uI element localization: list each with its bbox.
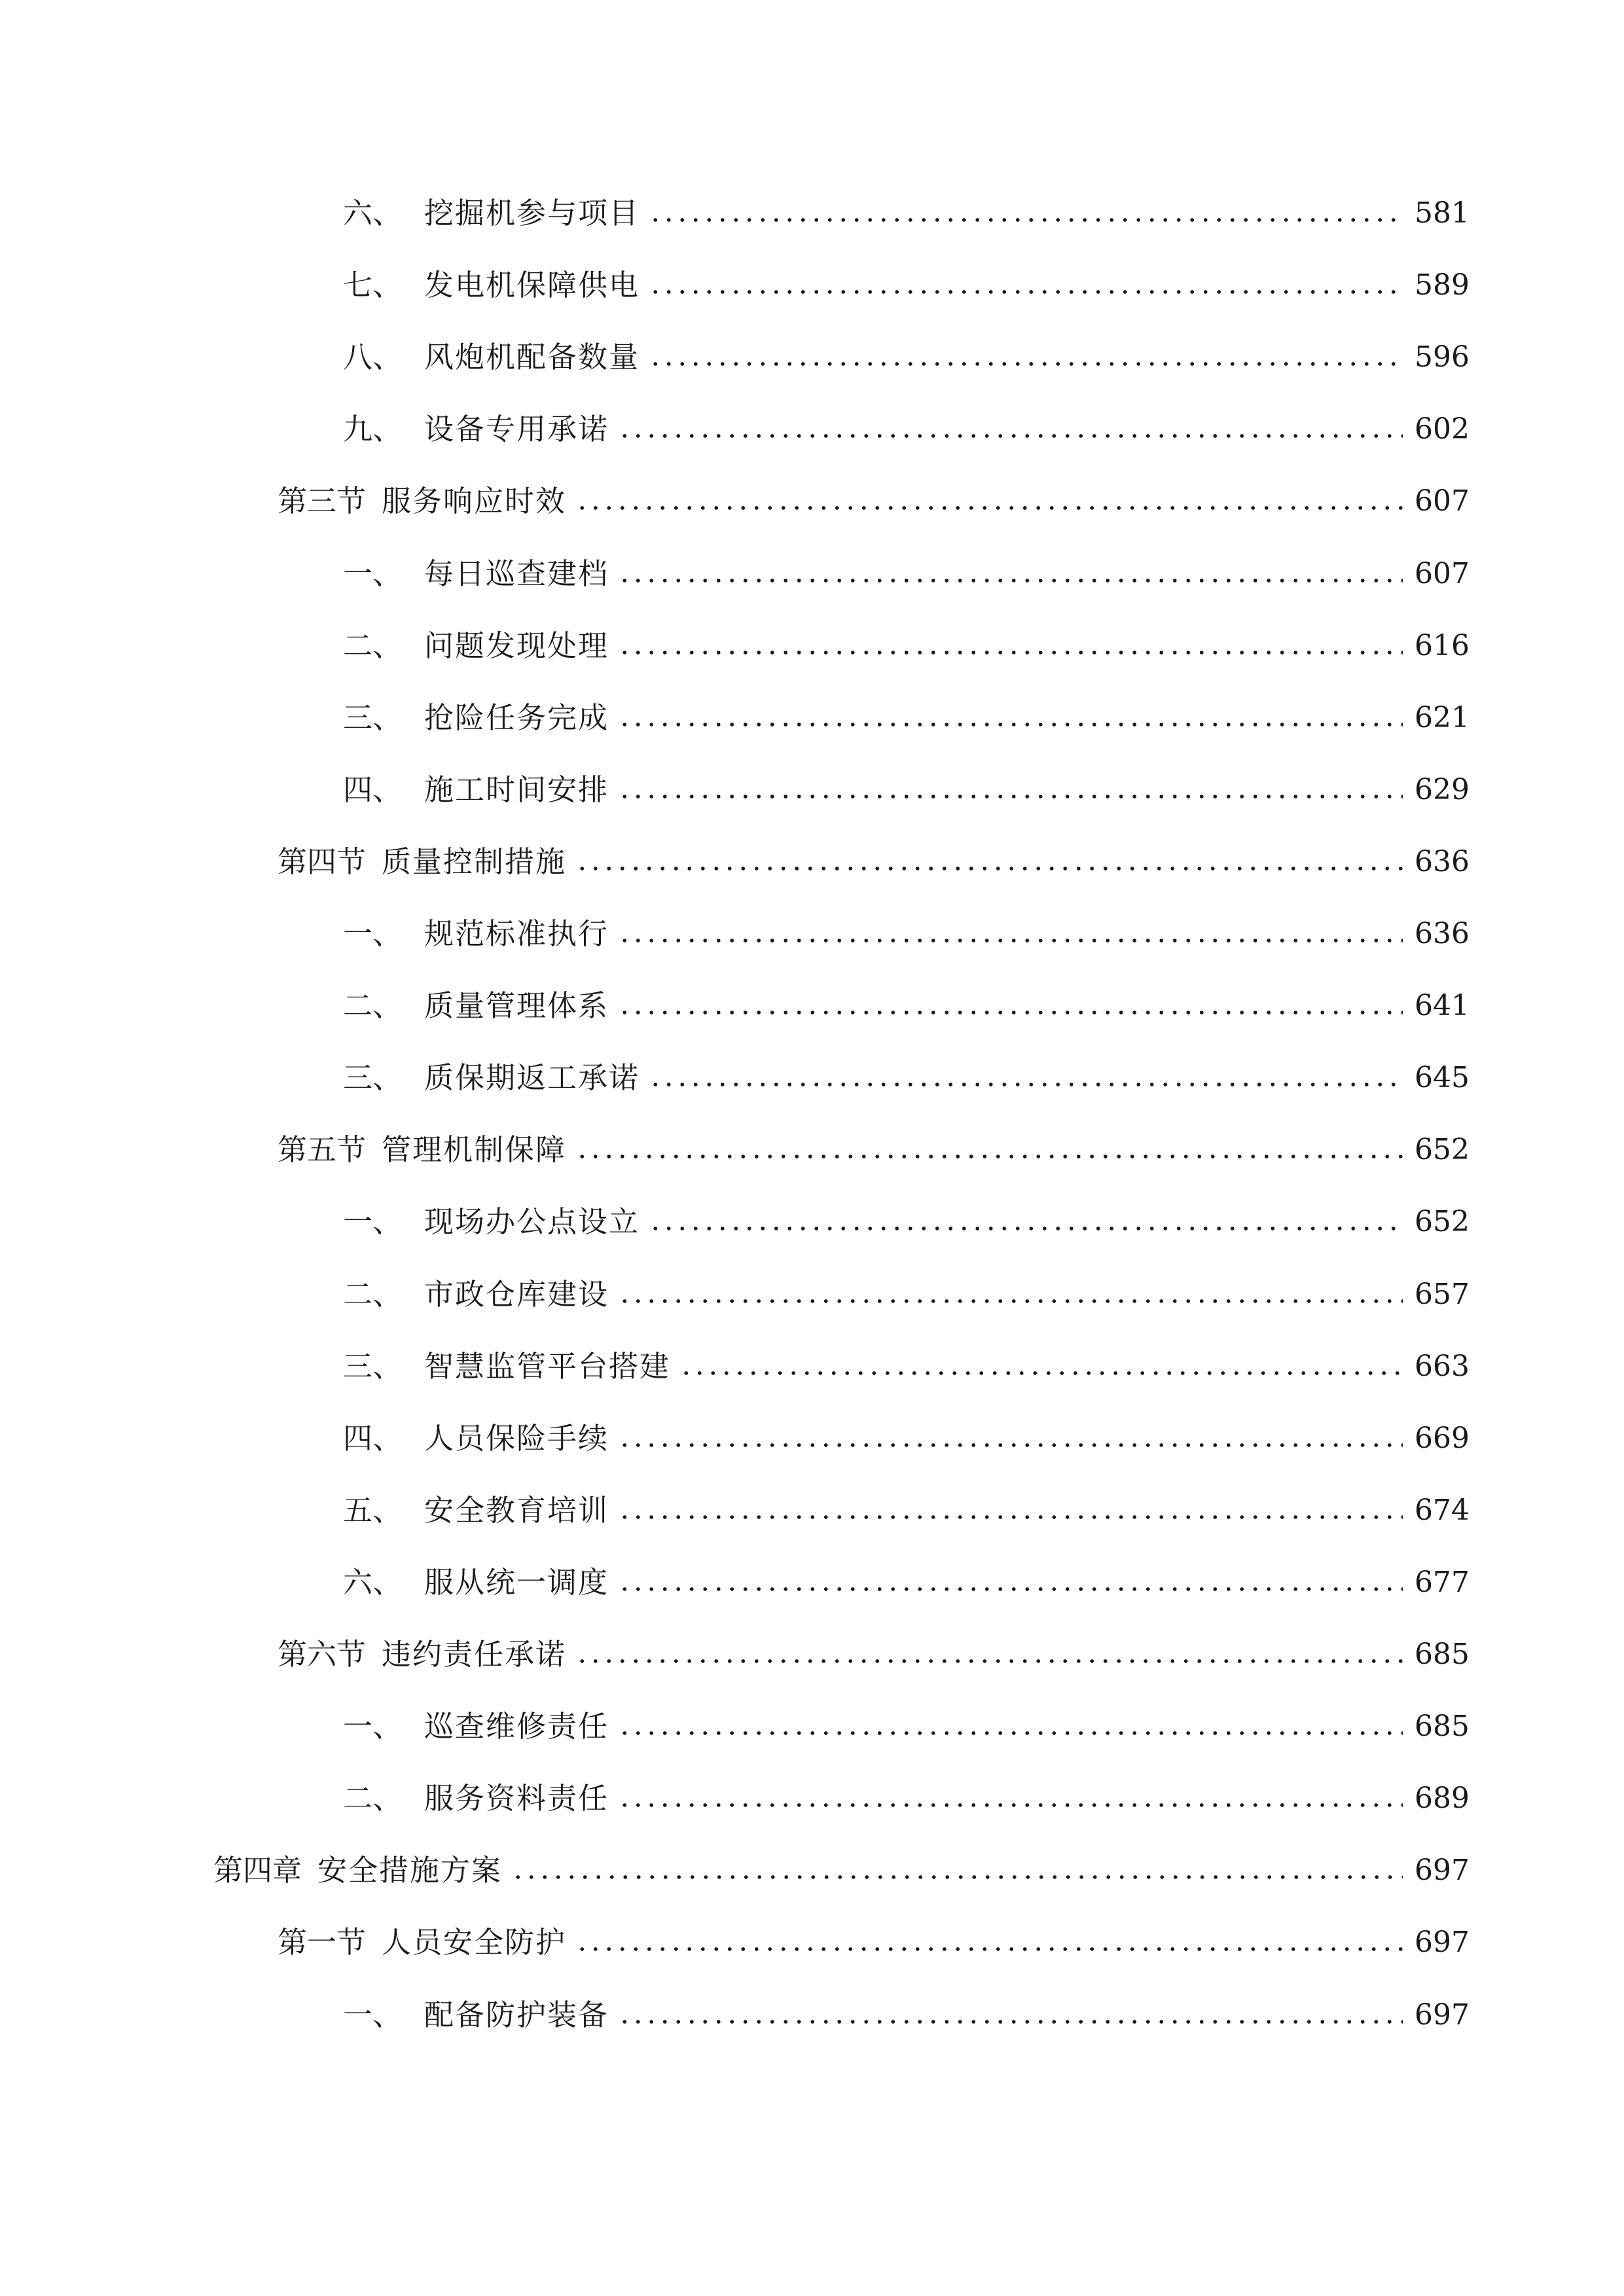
toc-entry[interactable]	[343, 622, 1470, 670]
toc-entry-title: 质量控制措施	[382, 844, 567, 879]
dot-leader	[575, 1150, 1403, 1163]
toc-entry-title: 质保期返工承诺	[424, 1060, 640, 1096]
toc-entry[interactable]	[343, 982, 1470, 1030]
toc-entry-number: 第六节	[278, 1637, 367, 1672]
toc-entry-number: 二、	[343, 628, 403, 663]
toc-entry-title: 抢险任务完成	[424, 700, 609, 735]
toc-entry-number: 七、	[343, 268, 403, 303]
toc-entry[interactable]	[343, 1415, 1470, 1462]
toc-entry-number: 一、	[343, 1997, 403, 2032]
toc-entry-number: 二、	[343, 1276, 403, 1312]
toc-entry[interactable]	[278, 1919, 1470, 1966]
dot-leader	[679, 1367, 1403, 1380]
toc-entry-title: 配备防护装备	[424, 1997, 609, 2032]
toc-entry-number: 四、	[343, 772, 403, 807]
toc-entry-number: 三、	[343, 1348, 403, 1384]
toc-entry-page-number: 607	[1415, 484, 1470, 518]
dot-leader	[618, 574, 1403, 587]
toc-entry-page-number: 581	[1415, 196, 1470, 230]
toc-entry[interactable]	[278, 1126, 1470, 1174]
toc-entry-title: 安全教育培训	[424, 1492, 609, 1528]
toc-entry-title: 智慧监管平台搭建	[424, 1348, 671, 1384]
dot-leader	[618, 790, 1403, 803]
dot-leader	[618, 1583, 1403, 1596]
toc-entry[interactable]	[343, 1343, 1470, 1390]
dot-leader	[618, 1006, 1403, 1019]
toc-entry-page-number: 657	[1415, 1277, 1470, 1311]
toc-entry[interactable]	[278, 478, 1470, 525]
toc-entry[interactable]	[343, 1703, 1470, 1750]
toc-entry-number: 四、	[343, 1420, 403, 1456]
toc-entry[interactable]	[343, 1487, 1470, 1534]
toc-entry-page-number: 677	[1415, 1565, 1470, 1599]
toc-entry-title: 每日巡查建档	[424, 556, 609, 591]
toc-entry-number: 第五节	[278, 1132, 367, 1168]
toc-entry-title: 安全措施方案	[317, 1853, 503, 1888]
dot-leader	[575, 501, 1403, 514]
dot-leader	[618, 1295, 1403, 1308]
toc-entry-title: 市政仓库建设	[424, 1276, 609, 1312]
toc-entry-number: 二、	[343, 988, 403, 1024]
toc-entry[interactable]	[343, 694, 1470, 742]
toc-entry-number: 二、	[343, 1781, 403, 1816]
toc-entry-number: 六、	[343, 1564, 403, 1600]
dot-leader	[649, 1222, 1403, 1235]
toc-entry[interactable]	[343, 1198, 1470, 1246]
dot-leader	[618, 934, 1403, 947]
toc-entry-number: 一、	[343, 1709, 403, 1744]
toc-entry-title: 巡查维修责任	[424, 1709, 609, 1744]
toc-entry-page-number: 636	[1415, 917, 1470, 950]
dot-leader	[649, 357, 1403, 370]
toc-entry[interactable]	[343, 1992, 1470, 2039]
dot-leader	[618, 1799, 1403, 1812]
dot-leader	[618, 1439, 1403, 1452]
toc-entry-page-number: 652	[1415, 1205, 1470, 1239]
toc-entry[interactable]	[343, 1054, 1470, 1102]
toc-entry[interactable]	[278, 838, 1470, 886]
toc-entry-number: 第四节	[278, 844, 367, 879]
toc-entry-number: 第三节	[278, 484, 367, 519]
toc-entry-page-number: 589	[1415, 268, 1470, 302]
toc-entry-number: 一、	[343, 1204, 403, 1240]
toc-entry-title: 人员保险手续	[424, 1420, 609, 1456]
toc-entry-page-number: 697	[1415, 1854, 1470, 1888]
toc-entry[interactable]	[343, 910, 1470, 958]
dot-leader	[618, 1727, 1403, 1740]
toc-entry-title: 质量管理体系	[424, 988, 609, 1024]
toc-entry-title: 服从统一调度	[424, 1564, 609, 1600]
toc-entry-number: 八、	[343, 340, 403, 375]
dot-leader	[575, 1943, 1403, 1956]
toc-entry-page-number: 663	[1415, 1349, 1470, 1383]
toc-entry-page-number: 697	[1415, 1926, 1470, 1960]
toc-entry-page-number: 685	[1415, 1710, 1470, 1744]
toc-entry-page-number: 641	[1415, 989, 1470, 1023]
dot-leader	[618, 429, 1403, 442]
toc-entry-title: 规范标准执行	[424, 916, 609, 951]
toc-entry[interactable]	[343, 550, 1470, 598]
toc-entry-number: 五、	[343, 1492, 403, 1528]
toc-entry-page-number: 669	[1415, 1421, 1470, 1455]
toc-entry-title: 挖掘机参与项目	[424, 196, 640, 230]
toc-entry-page-number: 674	[1415, 1493, 1470, 1527]
toc-entry-number: 三、	[343, 1060, 403, 1096]
toc-entry-number: 第四章	[213, 1853, 302, 1888]
dot-leader	[649, 1078, 1403, 1091]
toc-entry-number: 六、	[343, 196, 403, 230]
toc-entry-page-number: 652	[1415, 1133, 1470, 1167]
toc-entry[interactable]	[343, 1271, 1470, 1318]
toc-entry[interactable]	[213, 1847, 1470, 1894]
toc-entry-title: 管理机制保障	[382, 1132, 567, 1168]
toc-entry[interactable]	[278, 1631, 1470, 1678]
toc-entry-page-number: 697	[1415, 1998, 1470, 2032]
toc-entry-number: 九、	[343, 412, 403, 447]
toc-entry[interactable]	[343, 1559, 1470, 1606]
toc-entry-page-number: 689	[1415, 1782, 1470, 1816]
toc-entry-title: 现场办公点设立	[424, 1204, 640, 1240]
toc-entry-page-number: 607	[1415, 556, 1470, 590]
dot-leader	[575, 1655, 1403, 1668]
dot-leader	[511, 1871, 1403, 1884]
toc-entry[interactable]	[343, 406, 1470, 453]
toc-entry-title: 设备专用承诺	[424, 412, 609, 447]
toc-entry-title: 施工时间安排	[424, 772, 609, 807]
toc-entry-title: 服务响应时效	[382, 484, 567, 519]
toc-entry[interactable]	[343, 766, 1470, 814]
dot-leader	[649, 285, 1403, 298]
toc-entry-title: 违约责任承诺	[382, 1637, 567, 1672]
toc-entry-page-number: 621	[1415, 700, 1470, 734]
toc-entry-title: 风炮机配备数量	[424, 340, 640, 375]
toc-entry-title: 人员安全防护	[382, 1925, 567, 1960]
dot-leader	[618, 2015, 1403, 2028]
toc-entry[interactable]	[343, 262, 1470, 309]
toc-entry-page-number: 602	[1415, 412, 1470, 446]
toc-entry-page-number: 596	[1415, 340, 1470, 374]
toc-entry-page-number: 636	[1415, 844, 1470, 878]
dot-leader	[618, 646, 1403, 659]
toc-entry-number: 一、	[343, 916, 403, 951]
dot-leader	[649, 213, 1403, 226]
dot-leader	[618, 718, 1403, 731]
toc-entry[interactable]	[343, 334, 1470, 381]
toc-entry-page-number: 685	[1415, 1638, 1470, 1671]
toc-entry-number: 一、	[343, 556, 403, 591]
toc-entry[interactable]	[343, 1775, 1470, 1822]
toc-entry[interactable]	[343, 190, 1470, 237]
toc-entry-page-number: 616	[1415, 628, 1470, 662]
toc-entry-title: 服务资料责任	[424, 1781, 609, 1816]
toc-entry-number: 第一节	[278, 1925, 367, 1960]
dot-leader	[618, 1511, 1403, 1524]
toc-entry-page-number: 629	[1415, 772, 1470, 806]
toc-entry-title: 发电机保障供电	[424, 268, 640, 303]
dot-leader	[575, 862, 1403, 875]
toc-entry-title: 问题发现处理	[424, 628, 609, 663]
toc-entry-number: 三、	[343, 700, 403, 735]
toc-entry-page-number: 645	[1415, 1061, 1470, 1095]
